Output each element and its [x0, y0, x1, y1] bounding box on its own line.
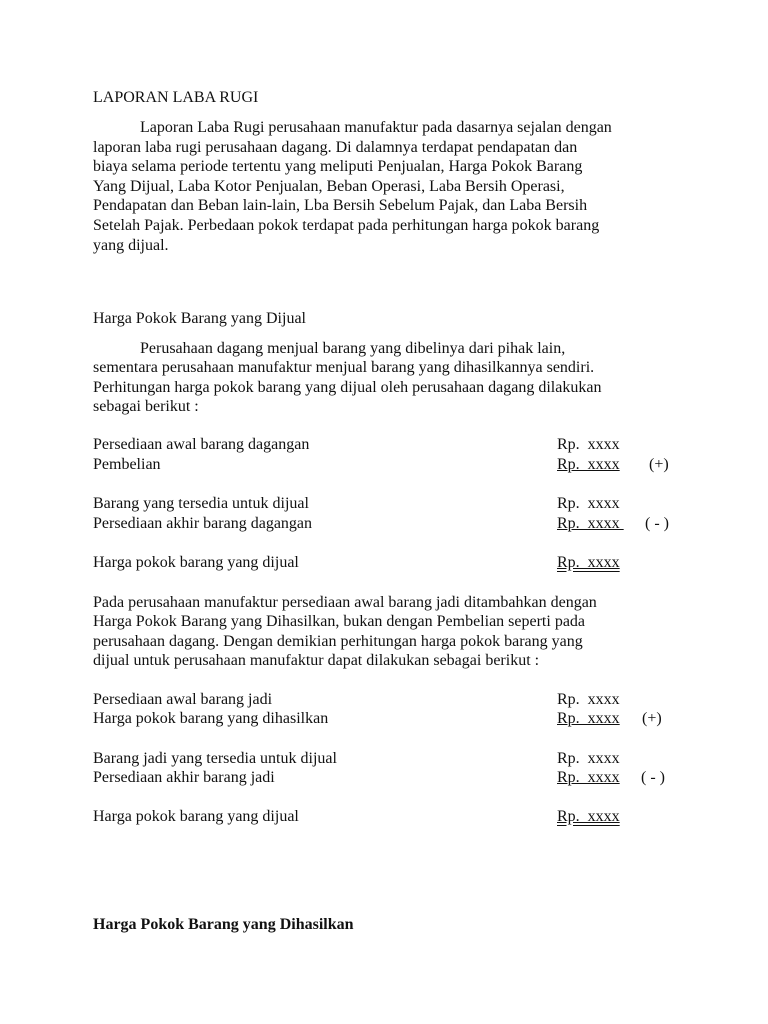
- paragraph-line: sebagai berikut :: [93, 398, 199, 415]
- calc-row-amount: Rp. xxxx: [557, 495, 620, 512]
- document-title: LAPORAN LABA RUGI: [93, 89, 259, 106]
- section-heading-bold: Harga Pokok Barang yang Dihasilkan: [93, 916, 354, 933]
- calc-row-amount: Rp. xxxx: [557, 456, 620, 473]
- calc-row-amount: Rp. xxxx: [557, 436, 620, 453]
- intro-line: Yang Dijual, Laba Kotor Penjualan, Beban Operasi, Laba Bersih Operasi,: [93, 178, 565, 195]
- calc-row-amount: Rp. xxxx: [557, 769, 620, 786]
- calc-row-label: Persediaan awal barang jadi: [93, 691, 273, 708]
- calc-row-operator: (+): [649, 456, 669, 473]
- calc-row-label: Persediaan akhir barang jadi: [93, 769, 275, 786]
- intro-line: Setelah Pajak. Perbedaan pokok terdapat pada perhitungan harga pokok barang: [93, 217, 600, 234]
- paragraph-line: Perusahaan dagang menjual barang yang dibelinya dari pihak lain,: [140, 340, 566, 357]
- calc-row-label: Harga pokok barang yang dijual: [93, 808, 299, 825]
- calc-row-amount: Rp. xxxx: [557, 554, 620, 571]
- calc-row-label: Persediaan akhir barang dagangan: [93, 515, 313, 532]
- section-heading: Harga Pokok Barang yang Dijual: [93, 310, 306, 327]
- calc-row-amount: Rp. xxxx: [557, 710, 620, 727]
- calc-row-operator: ( - ): [641, 769, 665, 786]
- intro-line: Laporan Laba Rugi perusahaan manufaktur pada dasarnya sejalan dengan: [140, 119, 612, 136]
- intro-line: laporan laba rugi perusahaan dagang. Di dalamnya terdapat pendapatan dan: [93, 139, 578, 156]
- paragraph-line: Pada perusahaan manufaktur persediaan awal barang jadi ditambahkan dengan: [93, 594, 597, 611]
- calc-row-label: Harga pokok barang yang dihasilkan: [93, 710, 329, 727]
- intro-line: Pendapatan dan Beban lain-lain, Lba Bersih Sebelum Pajak, dan Laba Bersih: [93, 197, 588, 214]
- paragraph-line: Perhitungan harga pokok barang yang dijual oleh perusahaan dagang dilakukan: [93, 379, 602, 396]
- paragraph-line: perusahaan dagang. Dengan demikian perhitungan harga pokok barang yang: [93, 633, 583, 650]
- paragraph-line: Harga Pokok Barang yang Dihasilkan, bukan dengan Pembelian seperti pada: [93, 613, 586, 630]
- calc-row-amount: Rp. xxxx: [557, 750, 620, 767]
- calc-row-label: Barang jadi yang tersedia untuk dijual: [93, 750, 337, 767]
- calc-row-amount: Rp. xxxx: [557, 691, 620, 708]
- calc-row-label: Persediaan awal barang dagangan: [93, 436, 310, 453]
- intro-line: biaya selama periode tertentu yang meliputi Penjualan, Harga Pokok Barang: [93, 158, 583, 175]
- paragraph-line: dijual untuk perusahaan manufaktur dapat dilakukan sebagai berikut :: [93, 652, 540, 669]
- paragraph-line: sementara perusahaan manufaktur menjual barang yang dihasilkannya sendiri.: [93, 359, 595, 376]
- calc-row-amount: Rp. xxxx: [557, 808, 620, 825]
- calc-row-label: Pembelian: [93, 456, 161, 473]
- calc-row-label: Barang yang tersedia untuk dijual: [93, 495, 309, 512]
- calc-row-label: Harga pokok barang yang dijual: [93, 554, 299, 571]
- calc-row-operator: (+): [642, 710, 662, 727]
- calc-row-operator: ( - ): [645, 515, 669, 532]
- intro-line: yang dijual.: [93, 237, 169, 254]
- calc-row-amount: Rp. xxxx: [557, 515, 624, 532]
